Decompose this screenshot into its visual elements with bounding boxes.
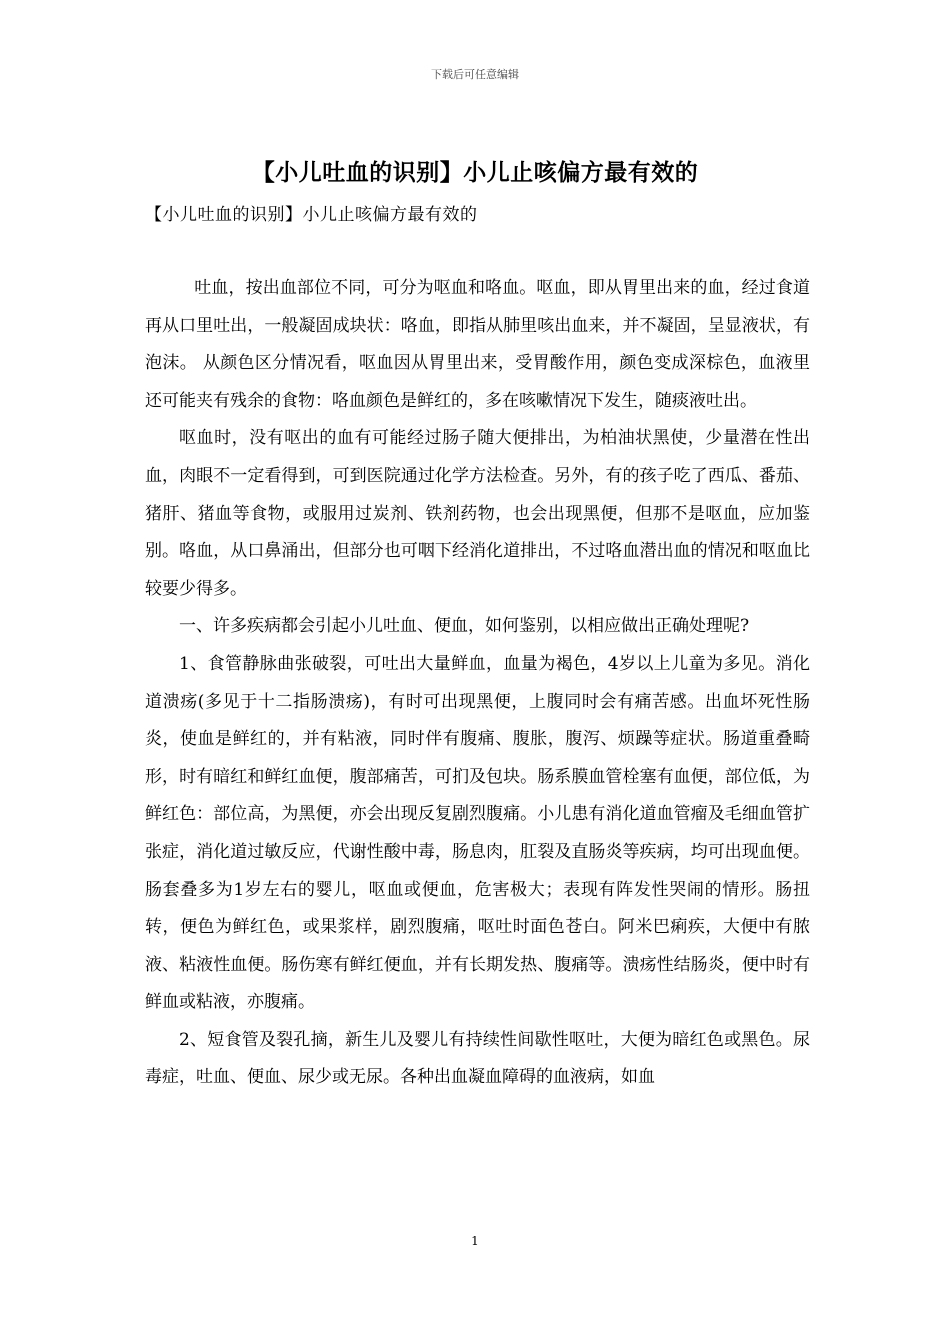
paragraph: 呕血时，没有呕出的血有可能经过肠子随大便排出，为柏油状黑使，少量潜在性出血，肉眼不一定看得到，可到医院通过化学方法检查。另外，有的孩子吃了西瓜、番茄、猪肝、猪血等食物，或服用过炭剂、铁剂药物，也会出现黑便，但那不是呕血，应加鉴别。咯血，从口鼻涌出，但部分也可咽下经消化道排出，不过咯血潜出血的情况和呕血比较要少得多。	[145, 428, 810, 599]
paragraph: 一、许多疾病都会引起小儿吐血、便血，如何鉴别，以相应做出正确处理呢?	[179, 616, 750, 637]
document-body	[145, 270, 810, 1097]
page-number: 1	[471, 1234, 479, 1248]
paragraph: 2、短食管及裂孔摘，新生儿及婴儿有持续性间歇性呕吐，大便为暗红色或黑色。尿毒症，吐血、便血、尿少或无尿。各种出血凝血障碍的血液病，如血	[145, 1029, 810, 1088]
document-title: 【小儿吐血的识别】小儿止咳偏方最有效的	[251, 159, 699, 186]
page-header: 下载后可任意编辑	[431, 68, 519, 81]
paragraph: 1、食管静脉曲张破裂，可吐出大量鲜血，血量为褐色，4岁以上儿童为多见。消化道溃疡(多见于十二指肠溃疡)，有时可出现黑便，上腹同时会有痛苦感。出血坏死性肠炎，使血是鲜红的，并有粘液，同时伴有腹痛、腹胀，腹泻、烦躁等症状。肠道重叠畸形，时有暗红和鲜红血便，腹部痛苦，可扪及包块。肠系膜血管栓塞有血便，部位低，为鲜红色：部位高，为黑便，亦会出现反复剧烈腹痛。小儿患有消化道血管瘤及毛细血管扩张症，消化道过敏反应，代谢性酸中毒，肠息肉，肛裂及直肠炎等疾病，均可出现血便。肠套叠多为1岁左右的婴儿，呕血或便血，危害极大；表现有阵发性哭闹的情形。肠扭转，便色为鲜红色，或果浆样，剧烈腹痛，呕吐时面色苍白。阿米巴痢疾，大便中有脓液、粘液性血便。肠伤寒有鲜红便血，并有长期发热、腹痛等。溃疡性结肠炎，便中时有鲜血或粘液，亦腹痛。	[145, 653, 810, 1013]
paragraph: 吐血，按出血部位不同，可分为呕血和咯血。呕血，即从胃里出来的血，经过食道再从口里吐出，一般凝固成块状：咯血，即指从肺里咳出血来，并不凝固，呈显液状，有泡沫。 从颜色区分情况看，呕血因从胃里出来，受胃酸作用，颜色变成深棕色，血液里还可能夹有残余的食物：咯血颜色是鲜红的，多在咳嗽情况下发生，随痰液吐出。	[145, 278, 810, 411]
document-subtitle: 【小儿吐血的识别】小儿止咳偏方最有效的	[145, 205, 478, 225]
